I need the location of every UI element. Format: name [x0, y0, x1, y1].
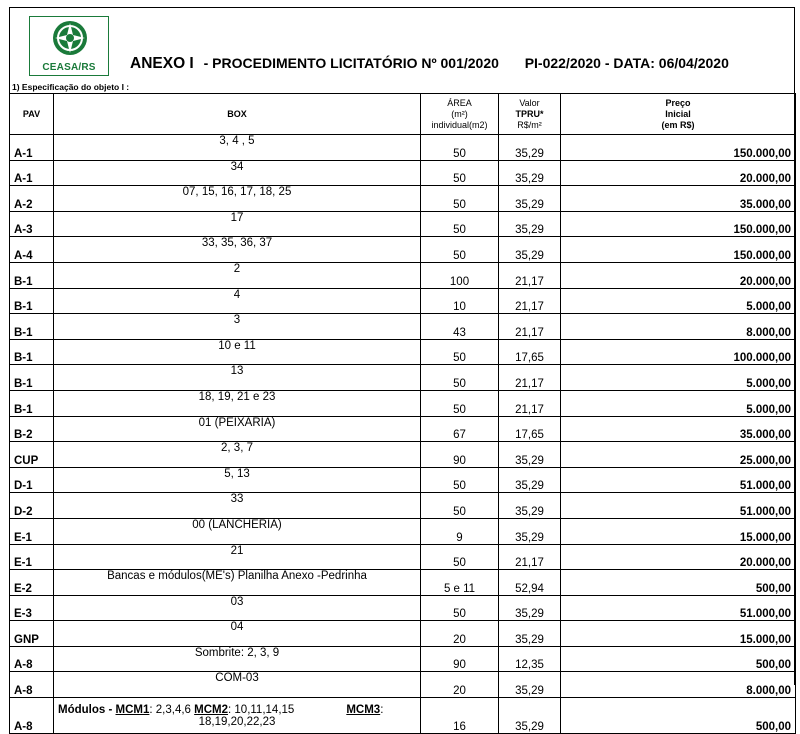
document-header [9, 7, 795, 82]
cell-box: 34 [54, 160, 421, 186]
cell-preco: 51.000,00 [561, 493, 796, 519]
cell-tpru: 35,29 [499, 211, 561, 237]
cell-preco: 35.000,00 [561, 186, 796, 212]
cell-preco: 20.000,00 [561, 262, 796, 288]
cell-tpru: 35,29 [499, 160, 561, 186]
cell-area: 50 [421, 493, 499, 519]
cell-tpru: 35,29 [499, 237, 561, 263]
cell-box: 10 e 11 [54, 339, 421, 365]
cell-pav: B-1 [10, 314, 54, 340]
cell-preco: 5.000,00 [561, 365, 796, 391]
table-row [10, 237, 796, 263]
cell-pav: B-1 [10, 390, 54, 416]
procedure-title: - PROCEDIMENTO LICITATÓRIO Nº 001/2020 [203, 55, 499, 71]
col-header-area: ÁREA (m²) individual(m2) [421, 94, 499, 135]
cell-preco: 8.000,00 [561, 314, 796, 340]
table-row [10, 288, 796, 314]
table-row [10, 262, 796, 288]
table-row [10, 135, 796, 161]
cell-preco: 20.000,00 [561, 544, 796, 570]
cell-tpru: 35,29 [499, 135, 561, 161]
table-row [10, 518, 796, 544]
col-header-valor: Valor TPRU* R$/m² [499, 94, 561, 135]
cell-pav: A-8 [10, 672, 54, 698]
globe-icon [52, 20, 88, 56]
cell-box: 2, 3, 7 [54, 442, 421, 468]
cell-pav: B-1 [10, 365, 54, 391]
cell-tpru: 35,29 [499, 621, 561, 647]
cell-pav: A-1 [10, 135, 54, 161]
table-row [10, 646, 796, 672]
col-header-box: BOX [54, 94, 421, 135]
cell-tpru: 21,17 [499, 365, 561, 391]
cell-area: 20 [421, 672, 499, 698]
cell-box: 13 [54, 365, 421, 391]
col-header-preco: Preço Inicial (em R$) [561, 94, 796, 135]
table-row [10, 570, 796, 596]
cell-preco: 5.000,00 [561, 288, 796, 314]
cell-box: 03 [54, 595, 421, 621]
cell-area: 67 [421, 416, 499, 442]
table-row [10, 339, 796, 365]
table-row [10, 314, 796, 340]
cell-area: 20 [421, 621, 499, 647]
mcm2-values: : 10,11,14,15 [228, 703, 295, 716]
cell-tpru: 35,29 [499, 186, 561, 212]
cell-tpru: 35,29 [499, 672, 561, 698]
cell-box: 18, 19, 21 e 23 [54, 390, 421, 416]
table-row [10, 416, 796, 442]
mcm3-values: : [380, 703, 384, 716]
table-row [10, 442, 796, 468]
table-row [10, 621, 796, 647]
document-date: - DATA: 06/04/2020 [604, 55, 729, 71]
cell-area: 50 [421, 339, 499, 365]
cell-box: 07, 15, 16, 17, 18, 25 [54, 186, 421, 212]
table-row [10, 211, 796, 237]
mcm3-label: MCM3 [346, 703, 381, 716]
cell-preco: 500,00 [561, 570, 796, 596]
cell-tpru: 21,17 [499, 262, 561, 288]
cell-area: 5 e 11 [421, 570, 499, 596]
cell-preco: 500,00 [561, 698, 796, 734]
document-title [130, 55, 729, 73]
cell-tpru: 21,17 [499, 390, 561, 416]
cell-pav: A-8 [10, 646, 54, 672]
cell-tpru: 17,65 [499, 339, 561, 365]
cell-preco: 15.000,00 [561, 518, 796, 544]
cell-area: 50 [421, 365, 499, 391]
cell-tpru: 52,94 [499, 570, 561, 596]
cell-pav: E-2 [10, 570, 54, 596]
cell-tpru: 35,29 [499, 442, 561, 468]
cell-box: 2 [54, 262, 421, 288]
cell-pav: GNP [10, 621, 54, 647]
pi-number: PI-022/2020 [524, 55, 601, 71]
cell-preco: 150.000,00 [561, 135, 796, 161]
cell-area: 50 [421, 211, 499, 237]
cell-pav: B-1 [10, 262, 54, 288]
cell-area: 50 [421, 467, 499, 493]
cell-pav: E-3 [10, 595, 54, 621]
cell-preco: 51.000,00 [561, 467, 796, 493]
cell-area: 90 [421, 442, 499, 468]
table-row [10, 595, 796, 621]
cell-pav: B-1 [10, 288, 54, 314]
table-row [10, 365, 796, 391]
cell-box: 21 [54, 544, 421, 570]
cell-box: 5, 13 [54, 467, 421, 493]
cell-tpru: 21,17 [499, 314, 561, 340]
cell-box: Bancas e módulos(ME's) Planilha Anexo -Pedrinha [54, 570, 421, 596]
cell-area: 9 [421, 518, 499, 544]
cell-box: 3 [54, 314, 421, 340]
cell-pav: CUP [10, 442, 54, 468]
anexo-label: ANEXO I [130, 55, 194, 72]
modules-line2: 18,19,20,22,23 [198, 715, 276, 728]
cell-preco: 150.000,00 [561, 237, 796, 263]
cell-box: Sombrite: 2, 3, 9 [54, 646, 421, 672]
cell-pav: A-8 [10, 698, 54, 734]
cell-box: 01 (PEIXARIA) [54, 416, 421, 442]
cell-box: 17 [54, 211, 421, 237]
mcm1-label: MCM1 [115, 703, 150, 716]
cell-tpru: 12,35 [499, 646, 561, 672]
cell-pav: E-1 [10, 518, 54, 544]
cell-box: 04 [54, 621, 421, 647]
cell-area: 50 [421, 390, 499, 416]
table-row [10, 544, 796, 570]
cell-tpru: 35,29 [499, 595, 561, 621]
cell-preco: 20.000,00 [561, 160, 796, 186]
cell-pav: E-1 [10, 544, 54, 570]
table-row-modules [10, 698, 796, 734]
cell-pav: D-2 [10, 493, 54, 519]
cell-area: 10 [421, 288, 499, 314]
cell-tpru: 35,29 [499, 698, 561, 734]
cell-box-modules [54, 698, 421, 734]
table-row [10, 390, 796, 416]
cell-tpru: 21,17 [499, 544, 561, 570]
cell-preco: 8.000,00 [561, 672, 796, 698]
modules-prefix: Módulos - [58, 703, 113, 716]
cell-pav: D-1 [10, 467, 54, 493]
cell-tpru: 35,29 [499, 467, 561, 493]
cell-tpru: 35,29 [499, 493, 561, 519]
ceasa-logo [29, 16, 109, 76]
cell-preco: 5.000,00 [561, 390, 796, 416]
cell-preco: 100.000,00 [561, 339, 796, 365]
cell-preco: 150.000,00 [561, 211, 796, 237]
cell-pav: B-2 [10, 416, 54, 442]
cell-pav: B-1 [10, 339, 54, 365]
table-header-row [10, 94, 796, 135]
table-row [10, 493, 796, 519]
cell-area: 90 [421, 646, 499, 672]
mcm2-label: MCM2 [194, 703, 229, 716]
cell-area: 50 [421, 186, 499, 212]
cell-area: 43 [421, 314, 499, 340]
cell-preco: 25.000,00 [561, 442, 796, 468]
table-row [10, 467, 796, 493]
cell-box: 3, 4 , 5 [54, 135, 421, 161]
spec-table [9, 93, 796, 734]
cell-area: 50 [421, 544, 499, 570]
cell-box: 33, 35, 36, 37 [54, 237, 421, 263]
logo-text: CEASA/RS [42, 62, 96, 73]
cell-tpru: 17,65 [499, 416, 561, 442]
cell-area: 50 [421, 160, 499, 186]
cell-area: 50 [421, 135, 499, 161]
spec-label: 1) Especificação do objeto I : [12, 82, 130, 92]
table-row [10, 186, 796, 212]
cell-area: 16 [421, 698, 499, 734]
cell-pav: A-4 [10, 237, 54, 263]
cell-preco: 15.000,00 [561, 621, 796, 647]
cell-tpru: 21,17 [499, 288, 561, 314]
cell-preco: 51.000,00 [561, 595, 796, 621]
cell-tpru: 35,29 [499, 518, 561, 544]
cell-pav: A-1 [10, 160, 54, 186]
table-row [10, 160, 796, 186]
cell-preco: 500,00 [561, 646, 796, 672]
cell-pav: A-2 [10, 186, 54, 212]
mcm1-values: : 2,3,4,6 [149, 703, 191, 716]
cell-box: 33 [54, 493, 421, 519]
cell-box: COM-03 [54, 672, 421, 698]
cell-area: 50 [421, 237, 499, 263]
col-header-pav: PAV [10, 94, 54, 135]
cell-box: 00 (LANCHERIA) [54, 518, 421, 544]
cell-pav: A-3 [10, 211, 54, 237]
cell-preco: 35.000,00 [561, 416, 796, 442]
cell-area: 50 [421, 595, 499, 621]
cell-box: 4 [54, 288, 421, 314]
cell-area: 100 [421, 262, 499, 288]
